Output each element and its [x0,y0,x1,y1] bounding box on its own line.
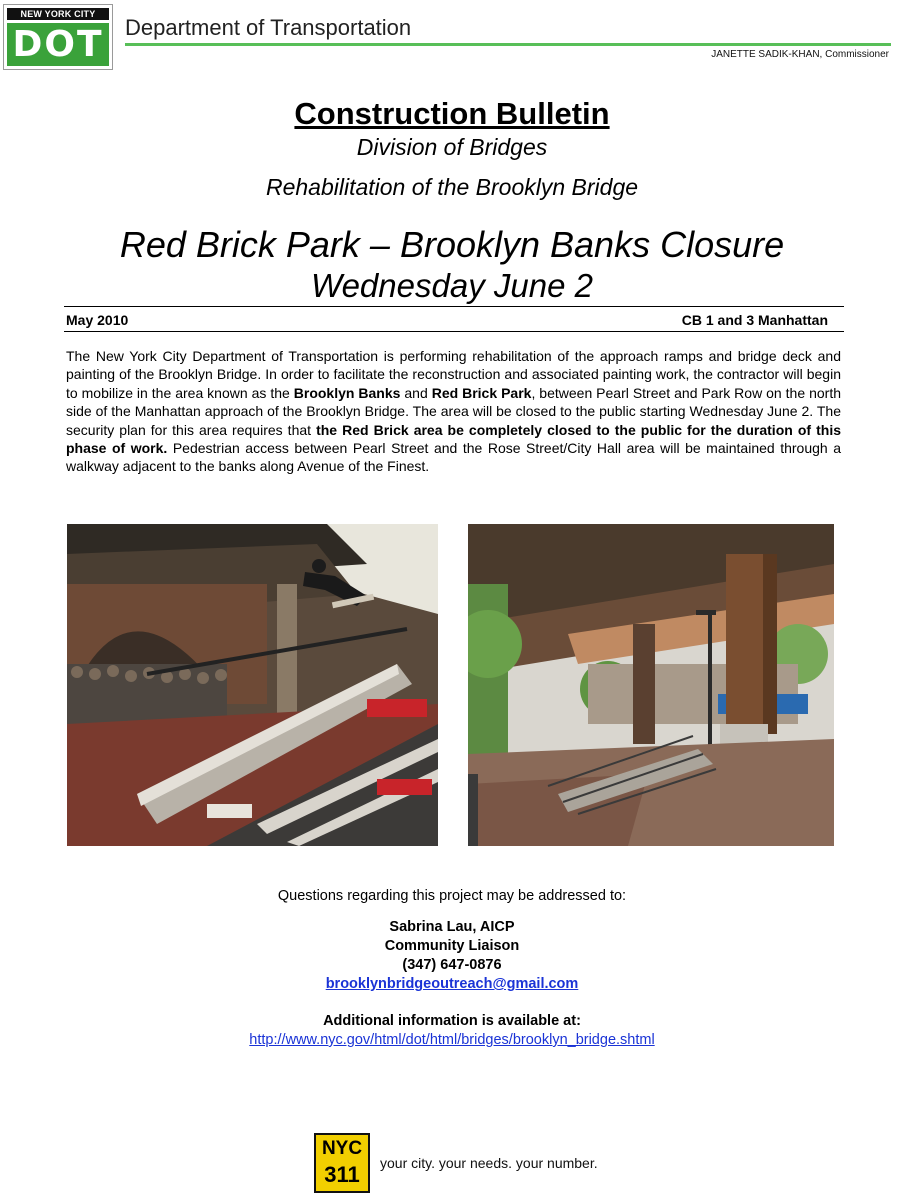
body-text-4: Pedestrian access between Pearl Street and the Rose Street/City Hall area will be maintained through a walkway adjacent to the banks along Avenue of the Finest. [66,440,842,475]
body-bold-brooklyn-banks: Brooklyn Banks [293,384,401,401]
bulletin-month: May 2010 [66,312,129,328]
closure-date: Wednesday June 2 [311,267,593,304]
department-name: Department of Transportation [125,15,412,40]
contact-name: Sabrina Lau, AICP [389,919,515,935]
bulletin-body [66,347,841,476]
body-text-2: and [400,384,432,401]
meta-divider-top [64,306,844,307]
meta-divider-bottom [64,331,844,332]
nyc311-logo-number: 311 [324,1162,360,1187]
questions-intro: Questions regarding this project may be addressed to: [277,888,627,904]
logo-top-text: NEW YORK CITY [7,8,109,20]
logo-main-text: DOT [7,23,109,66]
nyc311-logo-top: NYC [321,1138,363,1159]
body-text-1: The New York City Department of Transportation is performing rehabilitation of the approach ramps and bridge deck and painting of the Brooklyn Bridge. In order to facilitate the reconstruction and associated painting work, the contractor will begin to mobilize in the area known as the [66,348,841,401]
nyc311-logo [314,1133,370,1193]
body-bold-red-brick-park: Red Brick Park [431,384,532,401]
empty-banks-photo [468,524,834,846]
project-url-link[interactable]: http://www.nyc.gov/html/dot/html/bridges/brooklyn_bridge.shtml [249,1032,655,1048]
division-subtitle: Division of Bridges [356,134,548,160]
project-subtitle: Rehabilitation of the Brooklyn Bridge [265,174,639,200]
contact-email-line [0,976,904,992]
nyc-dot-logo [3,4,113,70]
closure-heading: Red Brick Park – Brooklyn Banks Closure [119,224,785,265]
body-text-3: , between Pearl Street and Park Row on the north side of the Manhattan approach of the Brooklyn Bridge. The area will be closed to the public starting Wednesday June 2. The security plan for this area requires that [66,384,841,438]
contact-email-link[interactable]: brooklynbridgeoutreach@gmail.com [325,976,579,992]
bulletin-title: Construction Bulletin [294,96,610,131]
contact-role: Community Liaison [384,938,520,954]
commissioner-name: JANETTE SADIK-KHAN, Commissioner [711,49,889,60]
community-boards: CB 1 and 3 Manhattan [681,312,828,328]
nyc311-tagline: your city. your needs. your number. [380,1155,598,1171]
additional-info-label: Additional information is available at: [323,1013,581,1029]
contact-phone: (347) 647-0876 [402,957,502,973]
body-bold-closure-notice: the Red Brick area be completely closed to the public for the duration of this phase of work. [66,421,841,457]
skateboarder-photo [67,524,438,846]
header-divider [125,43,891,46]
info-url-line [0,1032,904,1048]
